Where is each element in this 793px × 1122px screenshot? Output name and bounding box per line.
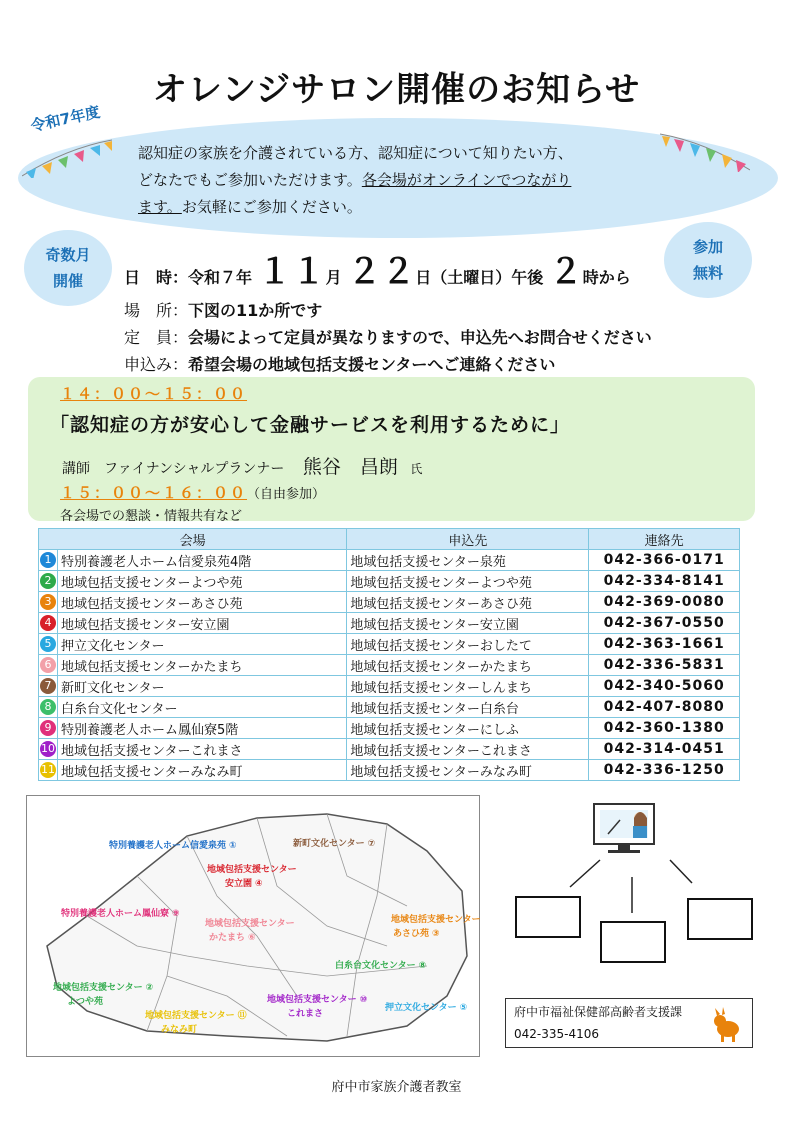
- program-time-1: １４：００～１５：００: [60, 385, 248, 403]
- apply-cell: 地域包括支援センター泉苑: [347, 550, 589, 571]
- free-badge: [664, 222, 752, 298]
- venue-cell: 押立文化センター: [58, 634, 347, 655]
- bunting-icon: [22, 138, 112, 178]
- map-label: [225, 876, 263, 889]
- map-label: [145, 1008, 247, 1021]
- map-label-number: ②: [145, 983, 154, 993]
- table-row: [39, 550, 740, 571]
- capacity-row: [124, 325, 652, 348]
- row-number-cell: [39, 676, 58, 697]
- row-number-cell: [39, 634, 58, 655]
- tel-cell: 042-363-1661: [589, 634, 740, 655]
- table-row: [39, 592, 740, 613]
- map-label-text: 地域包括支援センター: [391, 915, 481, 925]
- place-row: [124, 298, 322, 321]
- apply-label: 申込み：: [124, 355, 189, 374]
- venue-cell: 地域包括支援センターあさひ苑: [58, 592, 347, 613]
- capacity-label: 定 員：: [124, 328, 189, 347]
- map-label: [267, 992, 367, 1005]
- intro-line-2a: どなたでもご参加いただけます。: [138, 171, 362, 189]
- apply-cell: 地域包括支援センターかたまち: [347, 655, 589, 676]
- donkey-mascot-icon: [710, 1007, 746, 1043]
- table-row: [39, 718, 740, 739]
- venue-box-center: [600, 921, 666, 963]
- apply-cell: 地域包括支援センターよつや苑: [347, 571, 589, 592]
- venue-cell: 地域包括支援センターこれまさ: [58, 739, 347, 760]
- map-label: [161, 1022, 197, 1035]
- lecturer-row: [62, 452, 422, 479]
- venue-cell: 新町文化センター: [58, 676, 347, 697]
- map-label-number: ⑩: [359, 995, 368, 1005]
- map-label: [393, 926, 440, 939]
- tel-cell: 042-407-8080: [589, 697, 740, 718]
- map-label-number: ③: [432, 929, 440, 939]
- tel-cell: 042-366-0171: [589, 550, 740, 571]
- table-row: [39, 739, 740, 760]
- map-label: [335, 958, 426, 971]
- intro-line-1: 認知症の家族を介護されている方、認知症について知りたい方、: [138, 144, 573, 162]
- intro-line-3a: ます。: [138, 198, 182, 216]
- apply-cell: 地域包括支援センターおしたて: [347, 634, 589, 655]
- row-number-cell: [39, 655, 58, 676]
- date-era: 令和７年: [188, 268, 253, 287]
- map-label: [391, 912, 481, 925]
- map-label-text: かたまち: [209, 933, 246, 943]
- venue-cell: 地域包括支援センターよつや苑: [58, 571, 347, 592]
- map-label-number: ④: [255, 879, 263, 889]
- badge-right-line1: 参加: [692, 238, 723, 256]
- map-label-text: 白糸台文化センター: [335, 961, 416, 971]
- laptop-presenter-icon: [590, 798, 670, 860]
- map-label-number: ⑨: [172, 909, 180, 919]
- table-row: [39, 613, 740, 634]
- intro-line-2b: 各会場がオンラインでつながり: [361, 171, 572, 189]
- bunting-icon: [660, 132, 750, 172]
- venue-cell: 特別養護老人ホーム鳳仙寮5階: [58, 718, 347, 739]
- apply-cell: 地域包括支援センター安立園: [347, 613, 589, 634]
- row-number-badge: 4: [40, 615, 56, 631]
- badge-left-line2: 開催: [52, 272, 83, 290]
- tel-cell: 042-340-5060: [589, 676, 740, 697]
- program-time-2-desc: 各会場での懇談・情報共有など: [60, 509, 243, 524]
- date-month-unit: 月: [325, 268, 342, 287]
- date-hour-unit: 時から: [582, 268, 631, 287]
- row-number-cell: [39, 697, 58, 718]
- venue-table: [38, 528, 740, 781]
- date-day: ２２: [347, 252, 416, 292]
- contact-tel: 042-335-4106: [514, 1027, 600, 1041]
- area-map: [26, 795, 480, 1057]
- intro-line-3b: お気軽にご参加ください。: [181, 198, 362, 216]
- table-row: [39, 634, 740, 655]
- tel-cell: 042-367-0550: [589, 613, 740, 634]
- map-label-number: ⑤: [459, 1003, 468, 1013]
- map-label: [53, 980, 153, 993]
- table-row: [39, 571, 740, 592]
- map-label: [67, 994, 103, 1007]
- venue-box-left: [515, 896, 581, 938]
- date-month: １１: [257, 252, 326, 292]
- map-label: [61, 906, 180, 919]
- footer-text: 府中市家族介護者教室: [331, 1080, 462, 1095]
- tel-cell: 042-314-0451: [589, 739, 740, 760]
- map-label: [109, 838, 237, 851]
- venue-cell: 特別養護老人ホーム信愛泉苑4階: [58, 550, 347, 571]
- map-label: [287, 1006, 323, 1019]
- map-label-text: あさひ苑: [393, 929, 430, 939]
- contact-dept: 府中市福祉保健部高齢者支援課: [514, 1005, 683, 1019]
- table-row: [39, 697, 740, 718]
- row-number-cell: [39, 613, 58, 634]
- row-number-badge: 9: [40, 720, 56, 736]
- badge-right-line2: 無料: [692, 264, 723, 282]
- venue-cell: 地域包括支援センターみなみ町: [58, 760, 347, 781]
- map-label-text: よつや苑: [67, 997, 104, 1007]
- apply-cell: 地域包括支援センターあさひ苑: [347, 592, 589, 613]
- row-number-cell: [39, 592, 58, 613]
- map-label-number: ⑧: [418, 961, 427, 971]
- row-number-cell: [39, 739, 58, 760]
- apply-cell: 地域包括支援センター白糸台: [347, 697, 589, 718]
- apply-cell: 地域包括支援センターしんまち: [347, 676, 589, 697]
- map-label: [205, 916, 295, 929]
- row-number-badge: 6: [40, 657, 56, 673]
- contact-box: [505, 998, 753, 1048]
- map-label-number: ⑥: [248, 933, 256, 943]
- map-label: [385, 1000, 467, 1013]
- header-venue: 会場: [39, 529, 347, 550]
- apply-cell: 地域包括支援センターみなみ町: [347, 760, 589, 781]
- tel-cell: 042-336-1250: [589, 760, 740, 781]
- map-label: [209, 930, 256, 943]
- row-number-cell: [39, 760, 58, 781]
- program-time-2-note: （自由参加）: [247, 487, 326, 502]
- tel-cell: 042-360-1380: [589, 718, 740, 739]
- map-label-number: ①: [229, 841, 237, 851]
- date-hour: ２: [548, 252, 583, 292]
- row-number-cell: [39, 718, 58, 739]
- row-number-badge: 2: [40, 573, 56, 589]
- program-time-2: １５：００～１６：００: [60, 484, 248, 502]
- row-number-badge: 3: [40, 594, 56, 610]
- map-label-number: ⑦: [367, 839, 376, 849]
- venue-cell: 地域包括支援センター安立園: [58, 613, 347, 634]
- map-label-text: 安立園: [225, 879, 253, 889]
- venue-box-right: [687, 898, 753, 940]
- map-label-text: 新町文化センター: [293, 839, 365, 849]
- venue-cell: 地域包括支援センターかたまち: [58, 655, 347, 676]
- row-number-badge: 10: [41, 742, 55, 755]
- place-label: 場 所：: [124, 301, 189, 320]
- row-number-badge: 7: [40, 678, 56, 694]
- apply-cell: 地域包括支援センターこれまさ: [347, 739, 589, 760]
- tel-cell: 042-336-5831: [589, 655, 740, 676]
- map-label-text: みなみ町: [161, 1025, 198, 1035]
- map-label-text: 特別養護老人ホーム信愛泉苑: [109, 841, 227, 851]
- tel-cell: 042-369-0080: [589, 592, 740, 613]
- row-number-badge: 11: [41, 763, 55, 776]
- map-label-number: ⑪: [237, 1011, 247, 1021]
- date-day-unit: 日（土曜日）午後: [415, 268, 544, 287]
- map-label-text: 押立文化センター: [385, 1003, 457, 1013]
- apply-row: [124, 352, 555, 375]
- row-number-badge: 1: [40, 552, 56, 568]
- date-label: 日 時：: [124, 268, 189, 287]
- badge-left-line1: 奇数月: [45, 246, 91, 264]
- map-label-text: 地域包括支援センター: [53, 983, 143, 993]
- table-row: [39, 655, 740, 676]
- place-value: 下図の11か所です: [188, 301, 323, 320]
- fiscal-year-label: 令和7年度: [29, 102, 102, 136]
- program-time-2-row: [60, 482, 325, 503]
- table-row: [39, 676, 740, 697]
- map-label-text: これまさ: [287, 1009, 324, 1019]
- map-label-text: 地域包括支援センター: [145, 1011, 235, 1021]
- venue-cell: 白糸台文化センター: [58, 697, 347, 718]
- date-row: [124, 244, 631, 293]
- map-label-text: 地域包括支援センター: [205, 919, 295, 929]
- lecturer-name: 熊谷 昌朗: [302, 456, 398, 478]
- table-row: [39, 760, 740, 781]
- lecturer-honorific: 氏: [410, 462, 423, 476]
- map-label-text: 地域包括支援センター: [267, 995, 357, 1005]
- row-number-badge: 8: [40, 699, 56, 715]
- odd-month-badge: [24, 230, 112, 306]
- intro-text: [138, 140, 658, 221]
- capacity-value: 会場によって定員が異なりますので、申込先へお問合せください: [188, 328, 652, 347]
- map-label: [293, 836, 375, 849]
- header-apply: 申込先: [347, 529, 589, 550]
- apply-value: 希望会場の地域包括支援センターへご連絡ください: [188, 355, 556, 374]
- map-label-text: 特別養護老人ホーム鳳仙寮: [61, 909, 170, 919]
- page-title: オレンジサロン開催のお知らせ: [152, 70, 641, 110]
- tel-cell: 042-334-8141: [589, 571, 740, 592]
- table-header-row: [39, 529, 740, 550]
- row-number-badge: 5: [40, 636, 56, 652]
- lecturer-label: 講師 ファイナンシャルプランナー: [62, 461, 285, 477]
- map-label-text: 地域包括支援センター: [207, 865, 297, 875]
- row-number-cell: [39, 550, 58, 571]
- lecture-title: 「認知症の方が安心して金融サービスを利用するために」: [50, 414, 571, 436]
- header-contact: 連絡先: [589, 529, 740, 550]
- row-number-cell: [39, 571, 58, 592]
- apply-cell: 地域包括支援センターにしふ: [347, 718, 589, 739]
- map-label: [207, 862, 297, 875]
